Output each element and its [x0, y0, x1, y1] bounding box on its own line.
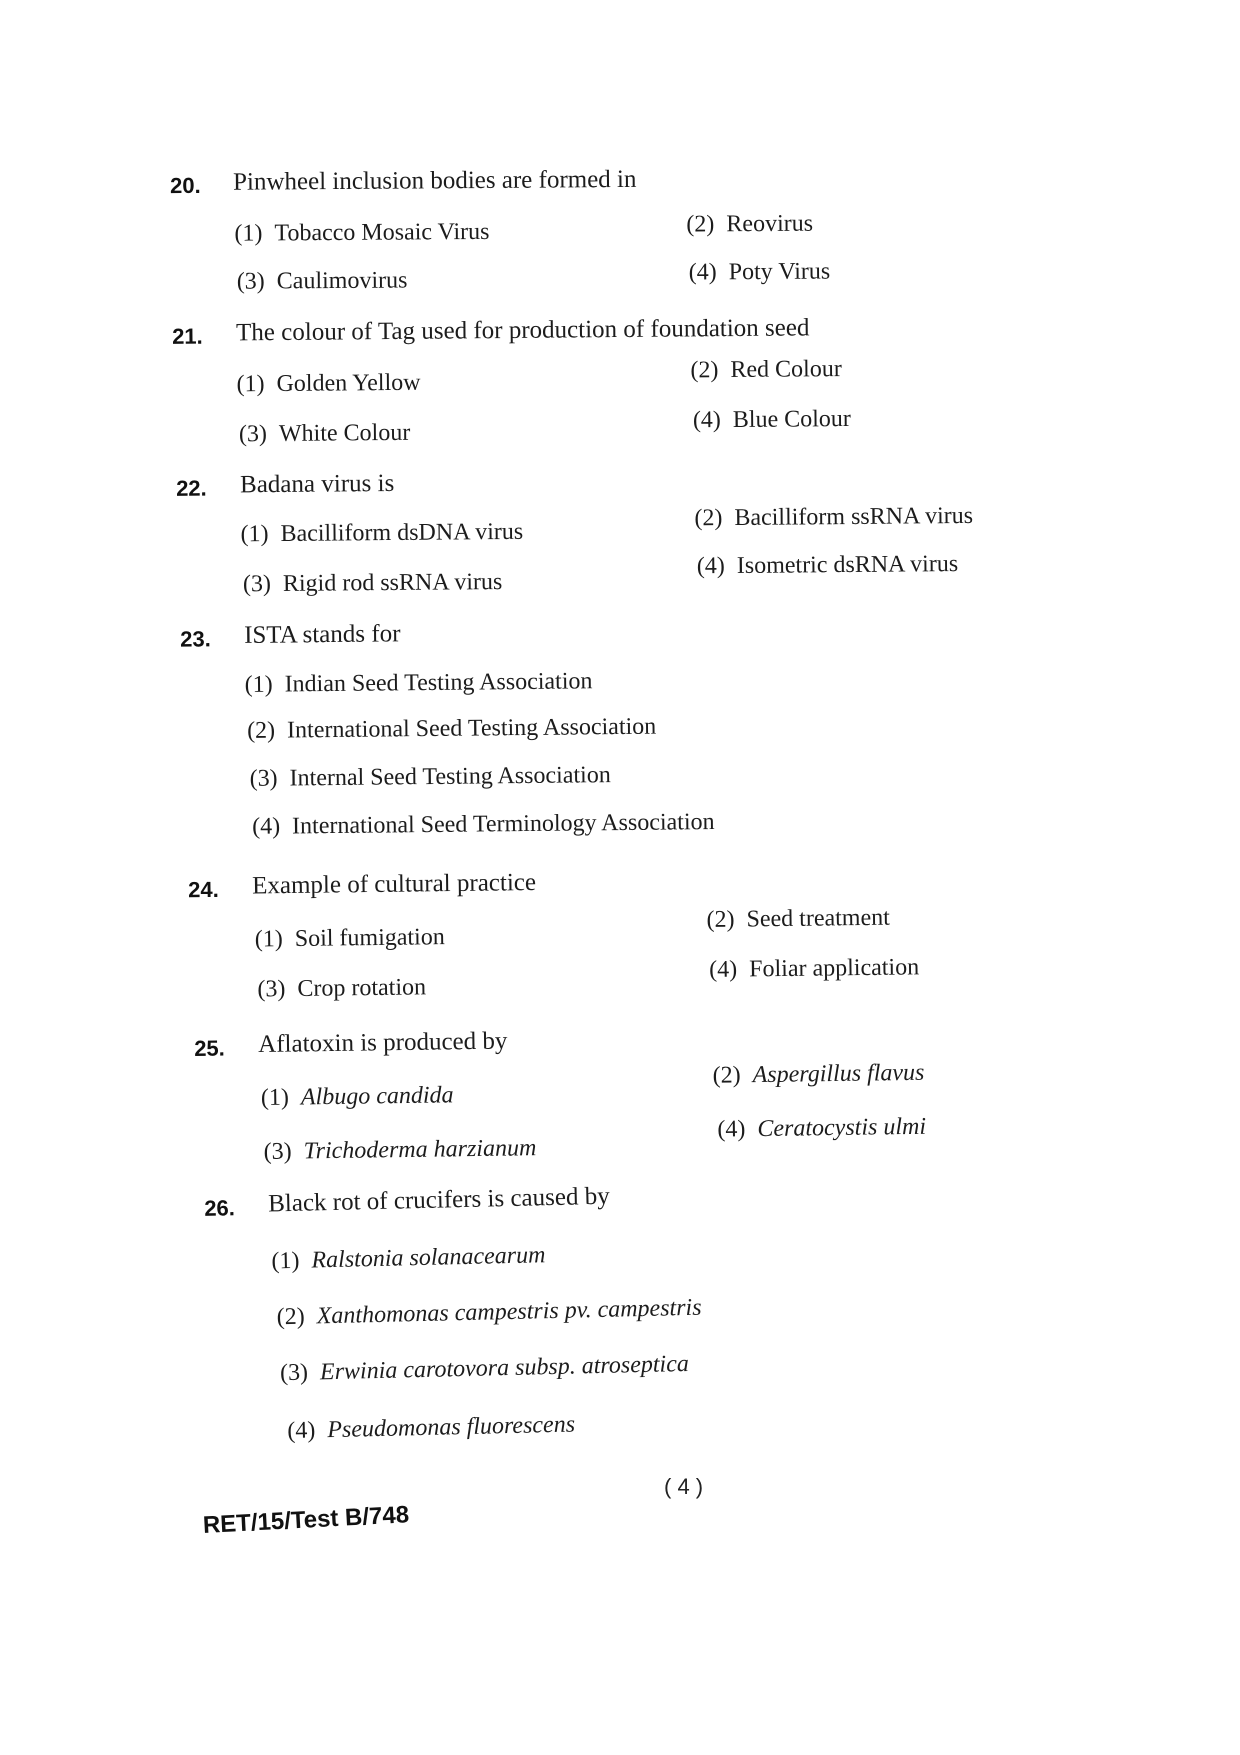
- option-text: Foliar application: [749, 954, 920, 983]
- option-text: Tobacco Mosaic Virus: [274, 218, 490, 247]
- question-text: Black rot of crucifers is caused by: [267, 1182, 610, 1218]
- option-3: [280, 1351, 689, 1387]
- question-20: [0, 165, 1240, 295]
- option-4: [252, 809, 715, 841]
- option-2: [690, 356, 842, 384]
- option-2: [686, 211, 813, 239]
- question-26: [0, 1172, 1240, 1445]
- question-text: ISTA stands for: [243, 620, 401, 649]
- question-text: Pinwheel inclusion bodies are formed in: [232, 165, 637, 196]
- option-text: Pseudomonas fluorescens: [327, 1411, 576, 1444]
- option-text: Soil fumigation: [294, 924, 445, 952]
- option-text: Xanthomonas campestris pv. campestris: [316, 1294, 702, 1330]
- option-4: [709, 954, 919, 984]
- option-4: [689, 259, 831, 287]
- option-4: [287, 1412, 575, 1446]
- question-number: 22.: [176, 475, 207, 501]
- option-number: (4): [717, 1116, 746, 1143]
- option-4: [697, 551, 959, 580]
- option-text: Bacilliform ssRNA virus: [734, 502, 974, 532]
- option-text: Rigid rod ssRNA virus: [282, 569, 503, 597]
- option-text: Golden Yellow: [276, 369, 421, 397]
- question-23: [0, 616, 1240, 840]
- option-4: [693, 406, 851, 434]
- option-2: [247, 714, 656, 745]
- option-text: Caulimovirus: [276, 267, 408, 295]
- page-number: ( 4 ): [664, 1474, 704, 1499]
- question-number: 21.: [172, 323, 203, 349]
- option-number: (4): [692, 407, 721, 434]
- option-number: (1): [236, 371, 265, 398]
- option-1: [271, 1242, 546, 1275]
- option-text: White Colour: [278, 419, 411, 447]
- question-22: [0, 467, 1240, 598]
- option-number: (1): [271, 1247, 300, 1275]
- option-number: (3): [257, 976, 286, 1003]
- option-3: [237, 267, 408, 295]
- option-number: (4): [251, 813, 281, 840]
- option-number: (2): [694, 505, 723, 532]
- question-21: [0, 314, 1240, 448]
- option-text: International Seed Terminology Association: [291, 809, 715, 840]
- option-number: (3): [242, 571, 272, 598]
- option-number: (2): [276, 1303, 306, 1331]
- option-text: Trichoderma harzianum: [303, 1135, 537, 1165]
- question-number: 20.: [170, 172, 201, 199]
- question-text: The colour of Tag used for production of foundation seed: [235, 314, 810, 347]
- option-number: (2): [686, 211, 715, 238]
- option-number: (3): [236, 268, 265, 295]
- option-text: Poty Virus: [728, 258, 831, 286]
- option-text: Indian Seed Testing Association: [284, 668, 593, 698]
- option-number: (3): [263, 1138, 292, 1165]
- option-number: (2): [246, 717, 276, 744]
- option-1: [255, 924, 445, 953]
- option-1: [234, 219, 489, 248]
- option-1: [261, 1082, 454, 1112]
- question-25: [0, 1021, 1240, 1165]
- option-text: Blue Colour: [732, 405, 851, 434]
- option-text: Albugo candida: [300, 1082, 454, 1111]
- test-code: RET/15/Test B/748: [202, 1501, 410, 1539]
- question-number: 26.: [203, 1195, 236, 1221]
- option-number: (4): [696, 553, 725, 580]
- option-number: (4): [688, 259, 717, 286]
- option-2: [706, 905, 890, 934]
- option-3: [239, 420, 411, 448]
- option-text: Bacilliform dsDNA virus: [280, 518, 524, 547]
- option-number: (3): [279, 1359, 309, 1387]
- option-number: (1): [260, 1084, 290, 1112]
- option-number: (2): [690, 357, 719, 384]
- option-number: (1): [244, 671, 273, 698]
- option-text: Crop rotation: [297, 974, 427, 1002]
- option-number: (2): [706, 906, 735, 933]
- option-1: [240, 519, 523, 548]
- option-number: (1): [240, 521, 269, 548]
- option-number: (4): [709, 956, 738, 983]
- option-number: (4): [287, 1417, 316, 1445]
- option-2: [694, 503, 973, 532]
- question-text: Badana virus is: [239, 469, 395, 499]
- option-text: Aspergillus flavus: [752, 1059, 925, 1089]
- option-number: (3): [249, 765, 278, 792]
- option-3: [243, 569, 503, 598]
- option-text: Internal Seed Testing Association: [289, 762, 611, 792]
- option-2: [276, 1295, 701, 1332]
- option-text: Seed treatment: [746, 904, 891, 933]
- question-number: 25.: [194, 1035, 225, 1061]
- option-number: (1): [254, 926, 283, 953]
- option-number: (1): [234, 220, 263, 247]
- option-number: (3): [238, 421, 268, 448]
- option-3: [249, 762, 610, 793]
- option-3: [263, 1135, 536, 1166]
- option-text: Isometric dsRNA virus: [736, 551, 959, 579]
- option-text: Erwinia carotovora subsp. atroseptica: [319, 1350, 690, 1386]
- option-text: Ceratocystis ulmi: [757, 1113, 927, 1143]
- option-3: [257, 974, 426, 1003]
- question-text: Aflatoxin is produced by: [257, 1027, 508, 1059]
- question-number: 23.: [180, 626, 211, 652]
- option-text: Reovirus: [726, 210, 814, 238]
- option-text: Ralstonia solanacearum: [311, 1242, 546, 1274]
- option-2: [712, 1060, 924, 1090]
- option-text: Red Colour: [730, 356, 842, 384]
- option-1: [245, 668, 593, 699]
- option-4: [717, 1114, 926, 1144]
- option-number: (2): [712, 1062, 741, 1089]
- option-1: [236, 370, 420, 399]
- option-text: International Seed Testing Association: [286, 713, 657, 744]
- question-24: [0, 864, 1240, 1003]
- question-number: 24.: [188, 876, 219, 903]
- question-text: Example of cultural practice: [251, 869, 537, 900]
